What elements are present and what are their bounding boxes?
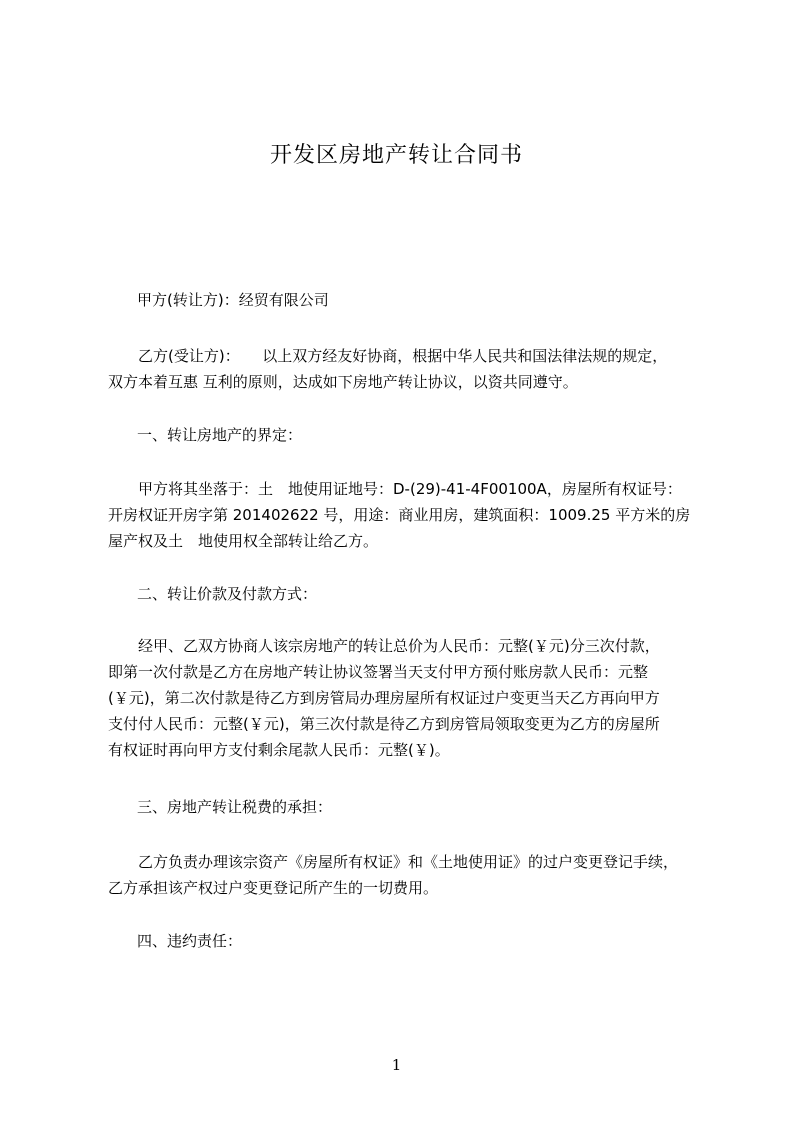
section-3-paragraph (108, 849, 698, 901)
section-2-heading (137, 581, 727, 607)
section-2-line: 支付付人民币：元整(￥元)，第三次付款是待乙方到房管局领取变更为乙方的房屋所 (108, 715, 660, 733)
section-1-line: 开房权证开房字第 201402622 号，用途：商业用房，建筑面积：1009.25 平方米的房 (108, 506, 691, 524)
section-heading: 四、违约责任： (137, 932, 243, 950)
party-a-line: 甲方(转让方)：经贸有限公司 (137, 291, 329, 309)
section-4-heading (137, 928, 727, 954)
party-b-paragraph (108, 343, 698, 395)
party-b-line: 双方本着互惠 互利的原则，达成如下房地产转让协议，以资共同遵守。 (108, 373, 578, 391)
page-title: 开发区房地产转让合同书 (269, 143, 523, 168)
section-3-line: 乙方承担该产权过户变更登记所产生的一切费用。 (108, 879, 439, 897)
section-1-paragraph (108, 476, 698, 554)
party-b-line: 乙方(受让方)： 以上双方经友好协商，根据中华人民共和国法律法规的规定， (138, 347, 668, 365)
section-2-line: 有权证时再向甲方支付剩余尾款人民币：元整(￥)。 (108, 741, 450, 759)
section-3-line: 乙方负责办理该宗资产《房屋所有权证》和《土地使用证》的过户变更登记手续， (138, 853, 679, 871)
party-a (137, 287, 727, 313)
section-heading: 三、房地产转让税费的承担： (137, 798, 333, 816)
section-1-line: 屋产权及土 地使用权全部转让给乙方。 (108, 532, 379, 550)
section-2-line: (￥元)，第二次付款是待乙方到房管局办理房屋所有权证过户变更当天乙方再向甲方 (108, 689, 660, 707)
section-2-line: 即第一次付款是乙方在房地产转让协议签署当天支付甲方预付账房款人民币：元整 (108, 663, 649, 681)
section-heading: 二、转让价款及付款方式： (137, 585, 318, 603)
section-2-line: 经甲、乙双方协商人该宗房地产的转让总价为人民币：元整(￥元)分三次付款， (138, 637, 660, 655)
page-number: 1 (391, 1056, 402, 1074)
section-3-heading (137, 794, 727, 820)
section-1-line: 甲方将其坐落于：土 地使用证地号：D-(29)-41-4F00100A，房屋所有权证号： (138, 480, 682, 498)
section-2-paragraph (108, 633, 698, 763)
section-1-heading (137, 422, 727, 448)
section-heading: 一、转让房地产的界定： (137, 426, 303, 444)
